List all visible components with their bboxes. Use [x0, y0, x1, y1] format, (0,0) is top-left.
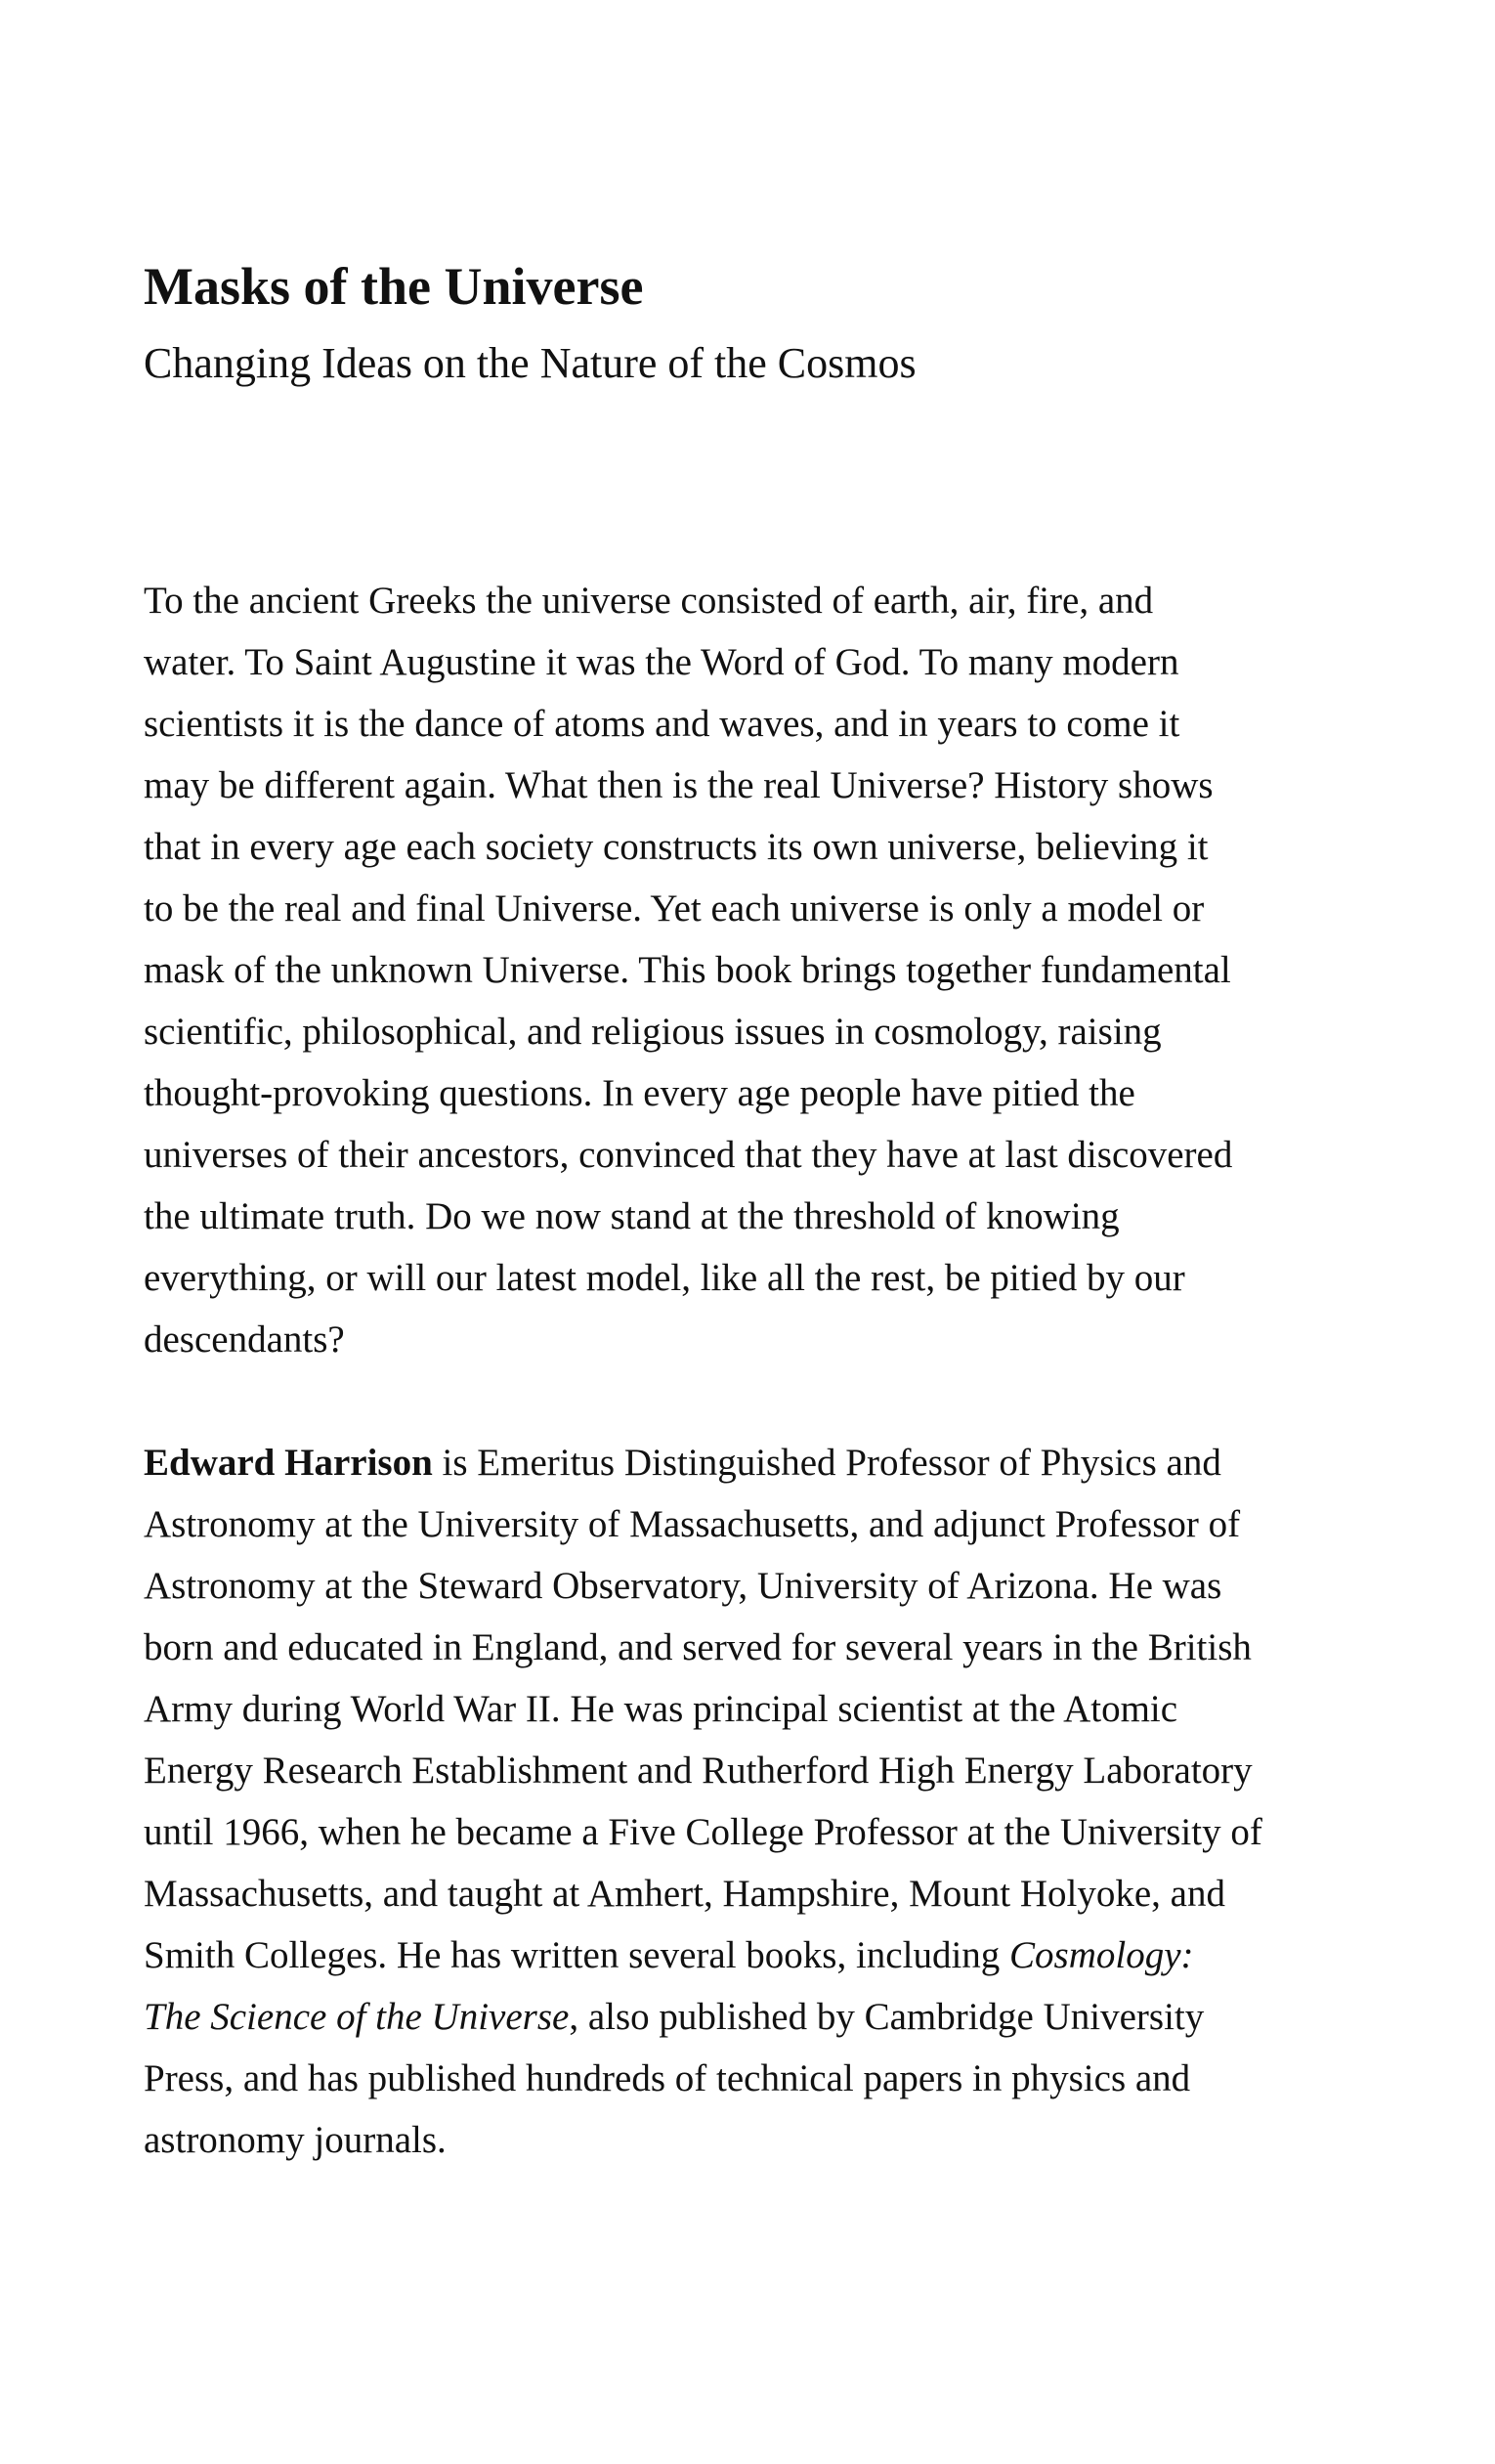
book-subtitle: Changing Ideas on the Nature of the Cosmos	[144, 339, 917, 387]
bio-line: until 1966, when he became a Five College Professor at the University of	[144, 1811, 1262, 1853]
book-reference-title: The Science of the Universe	[144, 1996, 570, 2038]
bio-line: Press, and has published hundreds of technical papers in physics and	[144, 2057, 1191, 2099]
description-line: thought-provoking questions. In every age people have pitied the	[144, 1072, 1135, 1114]
author-name: Edward Harrison	[144, 1442, 433, 1484]
bio-line: born and educated in England, and served for several years in the British	[144, 1626, 1252, 1668]
bio-line	[144, 1924, 1404, 1986]
bio-line	[144, 1432, 1404, 1493]
description-line: universes of their ancestors, convinced that they have at last discovered	[144, 1134, 1233, 1176]
book-description	[144, 570, 1404, 1370]
description-line: to be the real and final Universe. Yet each universe is only a model or	[144, 887, 1205, 929]
description-line: scientists it is the dance of atoms and waves, and in years to come it	[144, 703, 1180, 745]
bio-line: Energy Research Establishment and Rutherford High Energy Laboratory	[144, 1750, 1253, 1792]
description-line: scientific, philosophical, and religious issues in cosmology, raising	[144, 1011, 1162, 1053]
bio-text: , also published by Cambridge University	[569, 1996, 1205, 2038]
description-line: everything, or will our latest model, like all the rest, be pitied by our	[144, 1257, 1185, 1299]
description-line: that in every age each society constructs its own universe, believing it	[144, 826, 1209, 868]
description-line: the ultimate truth. Do we now stand at the threshold of knowing	[144, 1195, 1120, 1237]
description-line: water. To Saint Augustine it was the Word of God. To many modern	[144, 641, 1179, 683]
author-bio	[144, 1432, 1404, 2171]
bio-text: is Emeritus Distinguished Professor of Physics and	[432, 1442, 1221, 1484]
bio-line: Astronomy at the Steward Observatory, University of Arizona. He was	[144, 1565, 1222, 1607]
bio-line: Massachusetts, and taught at Amhert, Hampshire, Mount Holyoke, and	[144, 1873, 1225, 1915]
bio-line	[144, 1986, 1404, 2048]
bio-text: Smith Colleges. He has written several books, including	[144, 1934, 1010, 1976]
description-line: To the ancient Greeks the universe consisted of earth, air, fire, and	[144, 580, 1154, 622]
bio-line: Astronomy at the University of Massachusetts, and adjunct Professor of	[144, 1503, 1241, 1545]
description-line: may be different again. What then is the real Universe? History shows	[144, 764, 1214, 806]
bio-line: Army during World War II. He was principal scientist at the Atomic	[144, 1688, 1178, 1730]
book-title: Masks of the Universe	[144, 257, 644, 316]
description-line: mask of the unknown Universe. This book brings together fundamental	[144, 949, 1231, 991]
description-line: descendants?	[144, 1318, 345, 1361]
book-reference-title: Cosmology:	[1009, 1934, 1194, 1976]
bio-line: astronomy journals.	[144, 2119, 447, 2161]
